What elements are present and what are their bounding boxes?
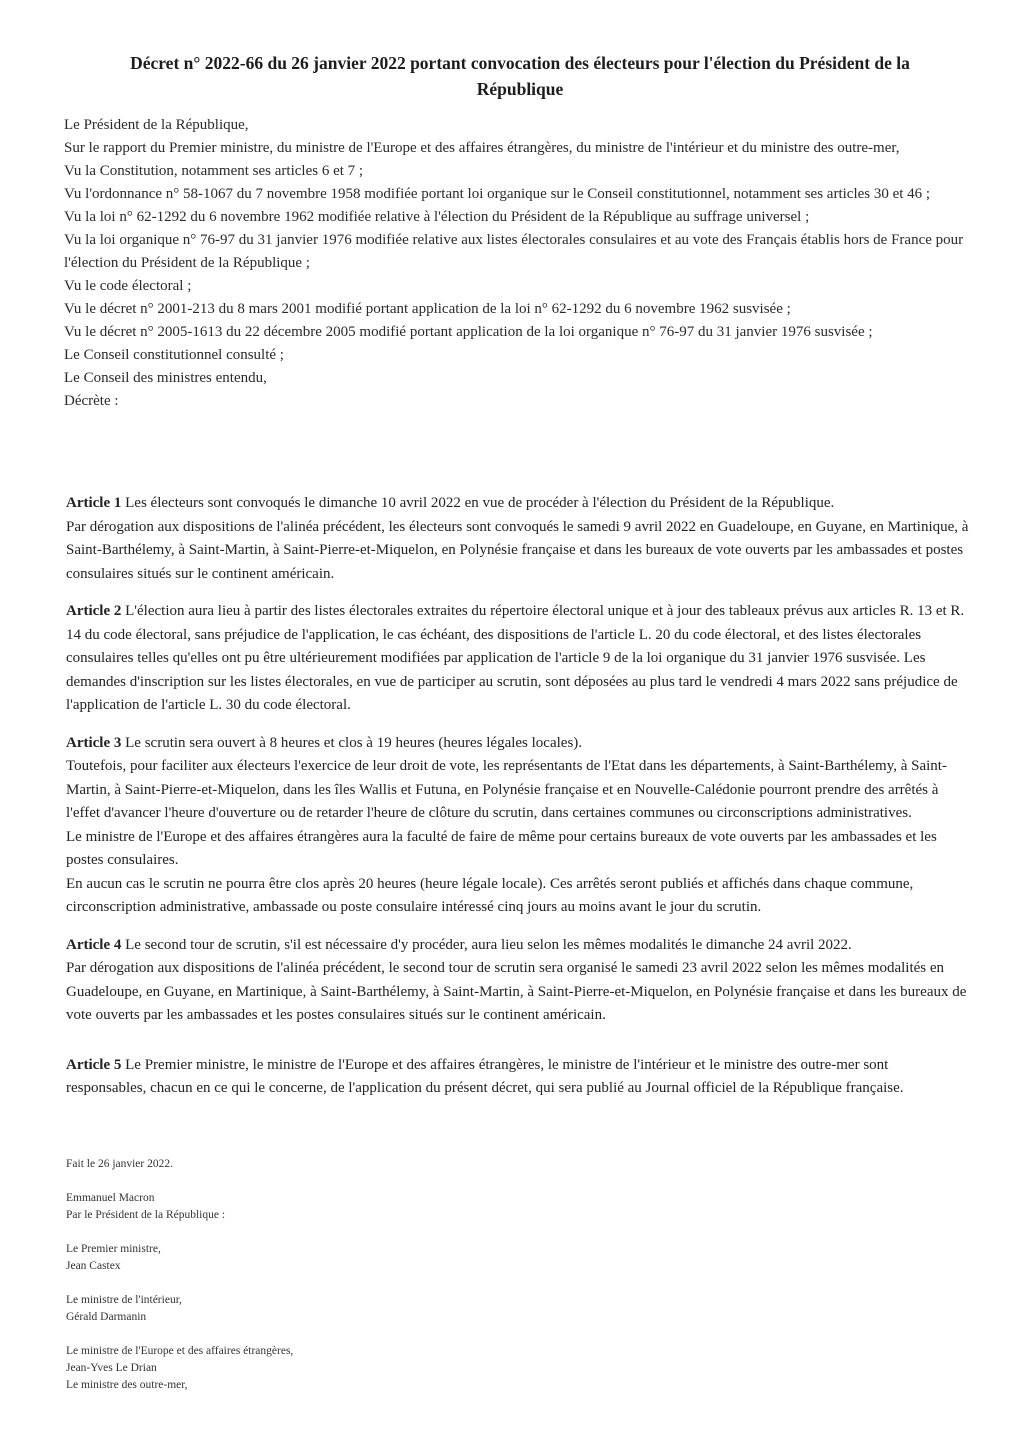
pm-name: Jean Castex (66, 1260, 121, 1272)
article-text: Les électeurs sont convoqués le dimanche 10 avril 2022 en vue de procéder à l'élection du Président de la République. (125, 495, 835, 511)
article-text: L'élection aura lieu à partir des listes électorales extraites du répertoire électoral unique et à jour des tableaux prévus aux articles R. 13 et R. 14 du code électoral, sans préjudice de l'application, le cas échéant, des dispositions de l'article L. 20 du code électoral, et des listes électorales consulaires telles qu'elles ont pu être ultérieurement modifiées par application de l'article 9 de la loi organique du 31 janvier 1976 susvisée. Les demandes d'inscription sur les listes électorales, en vue de participer au scrutin, sont déposées au plus tard le vendredi 4 mars 2022 sans préjudice de l'application de l'article L. 30 du code électoral. (66, 603, 965, 713)
article-4 (66, 934, 972, 1028)
article-1 (66, 492, 972, 586)
article-paragraph (66, 934, 972, 958)
preamble-line: Vu l'ordonnance n° 58-1067 du 7 novembre 1958 modifiée portant loi organique sur le Conseil constitutionnel, notamment ses articles 30 et 46 ; (64, 186, 931, 202)
article-paragraph: En aucun cas le scrutin ne pourra être clos après 20 heures (heure légale locale). Ces arrêtés seront publiés et affichés dans chaque commune, circonscription administrative, ambassade ou poste consulaire intéressé cinq jours au moins avant le jour du scrutin. (66, 875, 914, 915)
decree-title-line1: Décret n° 2022-66 du 26 janvier 2022 portant convocation des électeurs pour l'élection du Président de la (130, 53, 910, 73)
signature-europe (66, 1343, 466, 1394)
outremer-title: Le ministre des outre-mer, (66, 1379, 188, 1391)
signature-prime-minister (66, 1241, 466, 1275)
article-label: Article 2 (66, 603, 122, 619)
signature-date (66, 1156, 466, 1173)
signature-interior (66, 1292, 466, 1326)
preamble-line: Le Conseil constitutionnel consulté ; (64, 347, 284, 363)
articles (66, 492, 972, 1115)
article-text: Le Premier ministre, le ministre de l'Europe et des affaires étrangères, le ministre de l'intérieur et le ministre des outre-mer sont responsables, chacun en ce qui le concerne, de l'application du présent décret, qui sera publié au Journal officiel de la République française. (66, 1056, 904, 1096)
article-paragraph: Par dérogation aux dispositions de l'alinéa précédent, les électeurs sont convoqués le samedi 9 avril 2022 en Guadeloupe, en Guyane, en Martinique, à Saint-Barthélemy, à Saint-Martin, à Saint-Pierre-et-Miquelon, en Polynésie française et dans les bureaux de vote ouverts par les ambassades et postes consulaires situés sur le continent américain. (66, 518, 969, 582)
president-by: Par le Président de la République : (66, 1209, 226, 1221)
interior-title: Le ministre de l'intérieur, (66, 1294, 182, 1306)
date-line: Fait le 26 janvier 2022. (66, 1158, 173, 1170)
preamble-line: Le Conseil des ministres entendu, (64, 370, 267, 386)
article-text: Le second tour de scrutin, s'il est nécessaire d'y procéder, aura lieu selon les mêmes modalités le dimanche 24 avril 2022. (125, 936, 852, 953)
article-label: Article 5 (66, 1056, 122, 1073)
preamble (64, 114, 974, 413)
decree-title (60, 50, 980, 102)
preamble-line: Le Président de la République, (64, 117, 249, 133)
article-label: Article 4 (66, 936, 122, 953)
article-paragraph: Le ministre de l'Europe et des affaires étrangères aura la faculté de faire de même pour certains bureaux de vote ouverts par les ambassades et les postes consulaires. (66, 828, 937, 868)
preamble-line: Décrète : (64, 393, 119, 409)
president-name: Emmanuel Macron (66, 1192, 155, 1204)
article-label: Article 3 (66, 734, 122, 751)
decree-title-line2: République (476, 79, 564, 99)
preamble-line: Vu le décret n° 2001-213 du 8 mars 2001 modifié portant application de la loi n° 62-1292 du 6 novembre 1962 susvisée ; (64, 301, 791, 317)
article-paragraph (66, 732, 972, 756)
signatures (66, 1156, 466, 1394)
preamble-line: Sur le rapport du Premier ministre, du ministre de l'Europe et des affaires étrangères, du ministre de l'intérieur et du ministre des outre-mer, (64, 140, 900, 156)
article-2 (66, 600, 972, 718)
preamble-line: Vu la loi organique n° 76-97 du 31 janvier 1976 modifiée relative aux listes électorales consulaires et au vote des Français établis hors de France pour l'élection du Président de la République ; (64, 232, 964, 271)
preamble-line: Vu le décret n° 2005-1613 du 22 décembre 2005 modifié portant application de la loi organique n° 76-97 du 31 janvier 1976 susvisée ; (64, 324, 873, 340)
article-label: Article 1 (66, 495, 122, 511)
signature-president (66, 1190, 466, 1224)
pm-title: Le Premier ministre, (66, 1243, 161, 1255)
preamble-line: Vu la loi n° 62-1292 du 6 novembre 1962 modifiée relative à l'élection du Président de la République au suffrage universel ; (64, 209, 810, 225)
article-paragraph: Toutefois, pour faciliter aux électeurs l'exercice de leur droit de vote, les représentants de l'Etat dans les départements, à Saint-Barthélemy, à Saint-Martin, à Saint-Pierre-et-Miquelon, dans les îles Wallis et Futuna, en Polynésie française et en Nouvelle-Calédonie pourront prendre des arrêtés à l'effet d'avancer l'heure d'ouverture ou de retarder l'heure de clôture du scrutin, dans certaines communes ou circonscriptions administratives. (66, 758, 947, 821)
europe-title: Le ministre de l'Europe et des affaires étrangères, (66, 1345, 294, 1357)
interior-name: Gérald Darmanin (66, 1311, 147, 1323)
preamble-line: Vu la Constitution, notamment ses articles 6 et 7 ; (64, 163, 364, 179)
article-3 (66, 732, 972, 920)
preamble-line: Vu le code électoral ; (64, 278, 192, 294)
article-paragraph (66, 1054, 972, 1101)
article-5 (66, 1054, 972, 1101)
article-paragraph (66, 600, 972, 718)
article-paragraph (66, 492, 972, 516)
article-paragraph: Par dérogation aux dispositions de l'alinéa précédent, le second tour de scrutin sera organisé le samedi 23 avril 2022 selon les mêmes modalités en Guadeloupe, en Guyane, en Martinique, à Saint-Barthélemy, à Saint-Martin, à Saint-Pierre-et-Miquelon, en Polynésie française et dans les bureaux de vote ouverts par les ambassades et les postes consulaires situés sur le continent américain. (66, 960, 967, 1023)
article-text: Le scrutin sera ouvert à 8 heures et clos à 19 heures (heures légales locales). (125, 734, 583, 751)
europe-name: Jean-Yves Le Drian (66, 1362, 157, 1374)
